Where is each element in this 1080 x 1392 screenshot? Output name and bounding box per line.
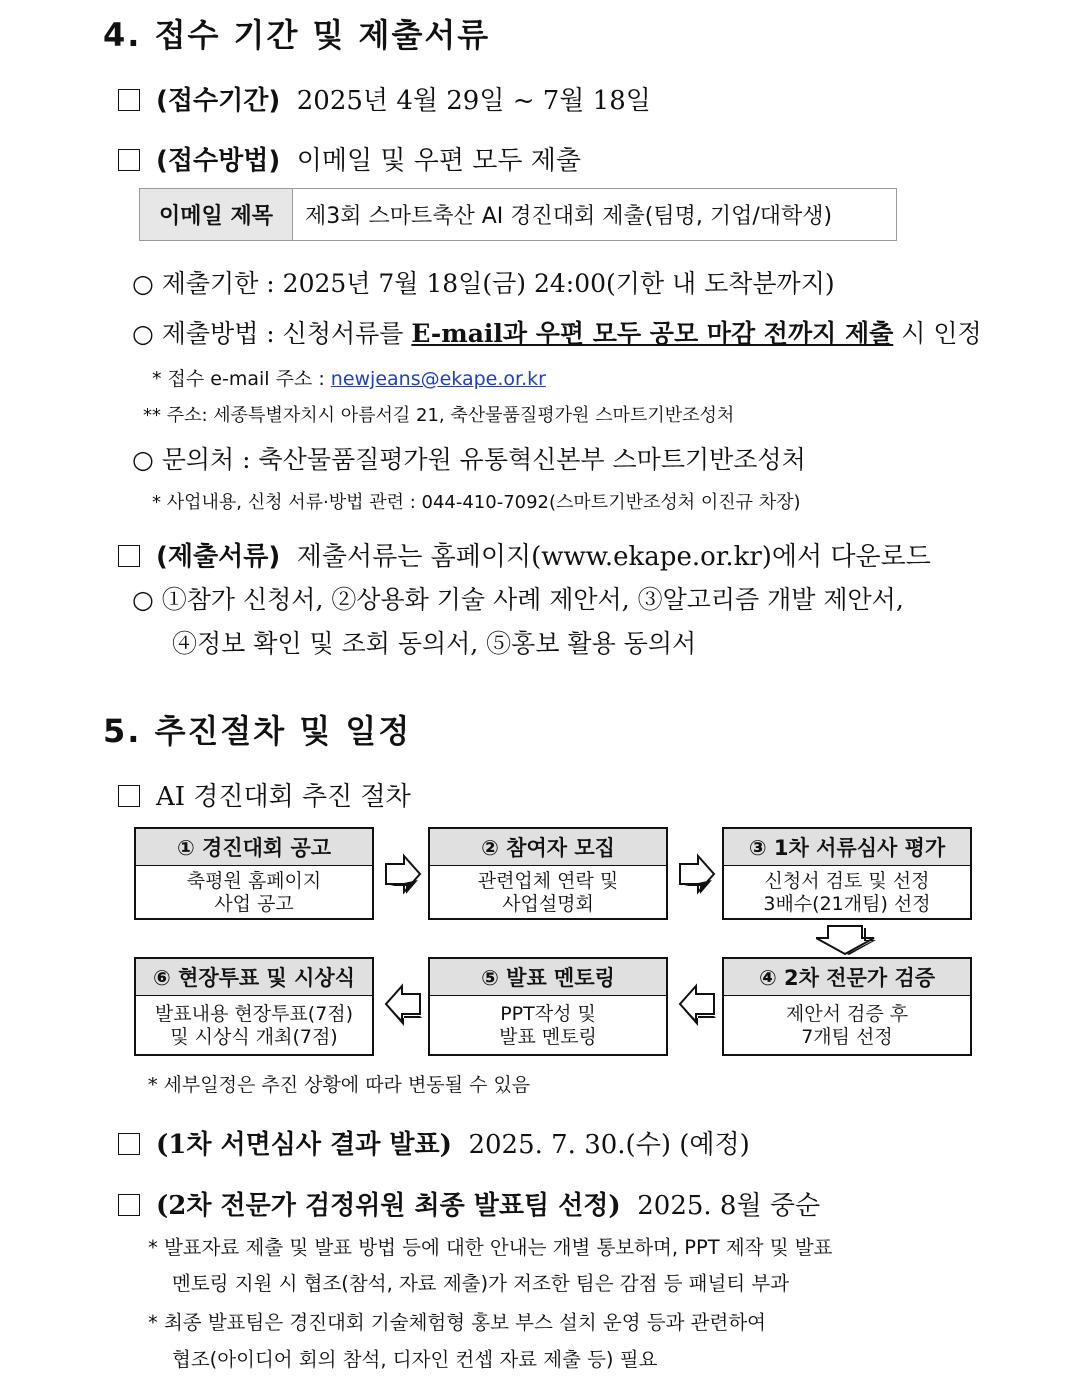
- step-1-line2: 사업 공고: [214, 892, 294, 915]
- step-4-line2: 7개팀 선정: [801, 1025, 893, 1048]
- step-1-box: [134, 827, 374, 920]
- step-2-line1: 관련업체 연락 및: [477, 869, 619, 892]
- process-title: AI 경진대회 추진 절차: [118, 776, 411, 813]
- arrow-left-icon: [384, 982, 424, 1028]
- arrow-right-icon: [382, 852, 422, 896]
- checkbox-icon: [118, 1133, 140, 1155]
- step-3-title: ③ 1차 서류심사 평가: [724, 829, 970, 866]
- step-2-box: [428, 827, 668, 920]
- note-2-line-2: 협조(아이디어 회의 참석, 디자인 컨셉 자료 제출 등) 필요: [172, 1348, 658, 1371]
- arrow-down-icon: [816, 924, 878, 956]
- submit-method: ○ 제출방법 : 신청서류를 E-mail과 우편 모두 공모 마감 전까지 제출 시 인정: [132, 319, 982, 348]
- section-4-heading: 4. 접수 기간 및 제출서류: [103, 16, 491, 54]
- arrow-right-icon: [676, 852, 716, 896]
- deadline: ○ 제출기한 : 2025년 7월 18일(금) 24:00(기한 내 도착분까지): [132, 269, 835, 298]
- submit-method-emphasis: E-mail과 우편 모두 공모 마감 전까지 제출: [411, 319, 894, 348]
- note-1-line-1: * 발표자료 제출 및 발표 방법 등에 대한 안내는 개별 통보하며, PPT 제작 및 발표: [148, 1236, 833, 1259]
- step-5-box: [428, 957, 668, 1056]
- section-5-heading: 5. 추진절차 및 일정: [103, 712, 412, 750]
- note-2-line-1: * 최종 발표팀은 경진대회 기술체험형 홍보 부스 설치 운영 등과 관련하여: [148, 1311, 767, 1334]
- step-1-title: ① 경진대회 공고: [136, 829, 372, 866]
- email-subject-label: 이메일 제목: [140, 189, 293, 240]
- checkbox-icon: [118, 149, 140, 171]
- note-1-line-2: 멘토링 지원 시 협조(참석, 자료 제출)가 저조한 팀은 감점 등 패널티 부과: [172, 1272, 790, 1295]
- step-4-line1: 제안서 검증 후: [785, 1002, 909, 1025]
- first-result: (1차 서면심사 결과 발표) 2025. 7. 30.(수) (예정): [118, 1124, 750, 1161]
- checkbox-icon: [118, 1194, 140, 1216]
- step-5-line2: 발표 멘토링: [499, 1025, 597, 1048]
- step-5-title: ⑤ 발표 멘토링: [430, 959, 666, 996]
- documents-list-line-2: ④정보 확인 및 조회 동의서, ⑤홍보 활용 동의서: [172, 629, 697, 658]
- email-subject-value: 제3회 스마트축산 AI 경진대회 제출(팀명, 기업/대학생): [305, 204, 833, 229]
- contact-note: * 사업내용, 신청 서류·방법 관련 : 044-410-7092(스마트기반조성처 이진규 차장): [152, 492, 801, 513]
- reception-period: (접수기간) 2025년 4월 29일 ~ 7월 18일: [118, 80, 651, 117]
- second-selection: (2차 전문가 검정위원 최종 발표팀 선정) 2025. 8월 중순: [118, 1185, 820, 1222]
- email-link[interactable]: newjeans@ekape.or.kr: [330, 368, 546, 390]
- step-5-line1: PPT작성 및: [500, 1002, 596, 1025]
- schedule-note: * 세부일정은 추진 상황에 따라 변동될 수 있음: [148, 1074, 531, 1096]
- step-6-line1: 발표내용 현장투표(7점): [154, 1002, 354, 1025]
- checkbox-icon: [118, 89, 140, 111]
- step-3-box: [722, 827, 972, 920]
- step-3-line1: 신청서 검토 및 선정: [764, 869, 930, 892]
- step-2-line2: 사업설명회: [502, 892, 594, 915]
- reception-method: (접수방법) 이메일 및 우편 모두 제출: [118, 140, 581, 177]
- step-4-title: ④ 2차 전문가 검증: [724, 959, 970, 996]
- submission-documents: (제출서류) 제출서류는 홈페이지(www.ekape.or.kr)에서 다운로드: [118, 536, 931, 573]
- email-note: * 접수 e-mail 주소 : newjeans@ekape.or.kr: [152, 368, 546, 390]
- step-2-title: ② 참여자 모집: [430, 829, 666, 866]
- step-6-line2: 및 시상식 개최(7점): [170, 1025, 338, 1048]
- address-note: ** 주소: 세종특별자치시 아름서길 21, 축산물품질평가원 스마트기반조성처: [143, 405, 735, 426]
- contact: ○ 문의처 : 축산물품질평가원 유통혁신본부 스마트기반조성처: [132, 445, 806, 474]
- documents-list-line-1: ○ ①참가 신청서, ②상용화 기술 사례 제안서, ③알고리즘 개발 제안서,: [132, 585, 904, 614]
- step-6-box: [134, 957, 374, 1056]
- arrow-left-icon: [678, 982, 718, 1028]
- step-6-title: ⑥ 현장투표 및 시상식: [136, 959, 372, 996]
- checkbox-icon: [118, 785, 140, 807]
- step-3-line2: 3배수(21개팀) 선정: [763, 892, 931, 915]
- step-1-line1: 축평원 홈페이지: [186, 869, 322, 892]
- checkbox-icon: [118, 545, 140, 567]
- email-subject-table: [139, 188, 897, 241]
- step-4-box: [722, 957, 972, 1056]
